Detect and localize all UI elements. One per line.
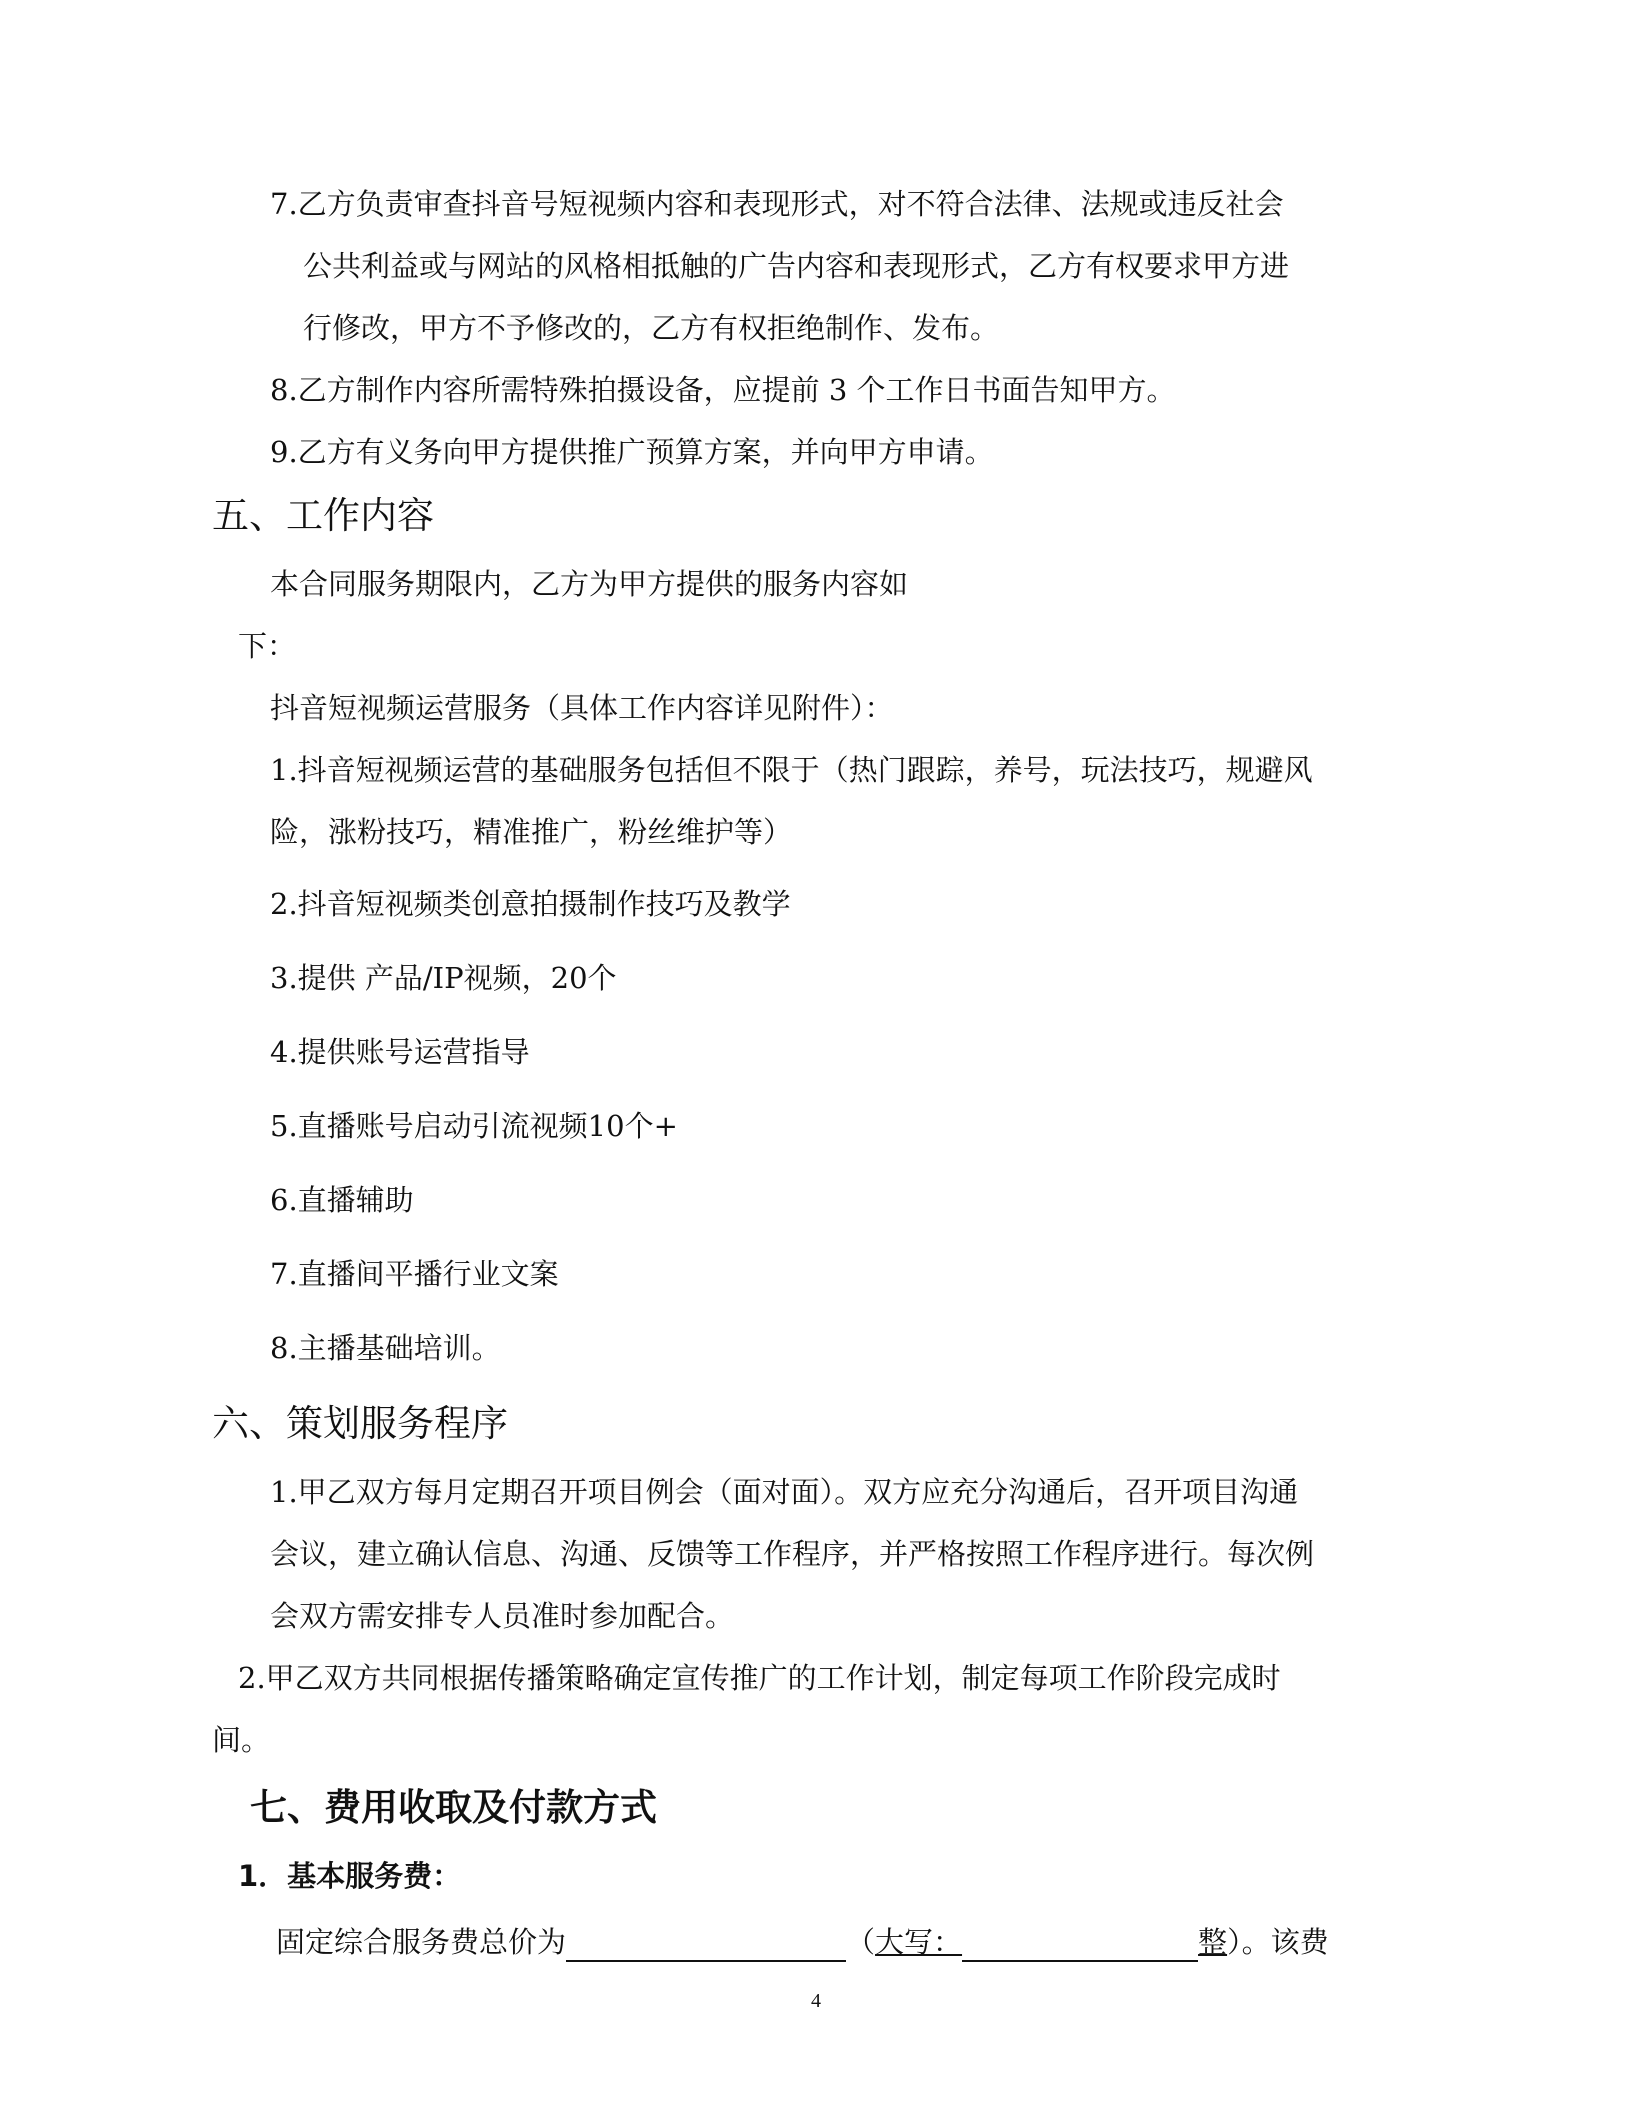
sec4-item9: 9.乙方有义务向甲方提供推广预算方案，并向甲方申请。 bbox=[270, 435, 994, 469]
page-number: 4 bbox=[811, 1990, 821, 2012]
fee-suffix: ）。该费 bbox=[1227, 1925, 1329, 1959]
sec6-item2-line1: 2.甲乙双方共同根据传播策略确定宣传推广的工作计划，制定每项工作阶段完成时 bbox=[238, 1661, 1281, 1695]
sec5-item1-line2: 险，涨粉技巧，精准推广，粉丝维护等） bbox=[270, 815, 793, 849]
sec4-item7-line1: 7.乙方负责审查抖音号短视频内容和表现形式，对不符合法律、法规或违反社会 bbox=[270, 187, 1284, 221]
section5-title: 五、工作内容 bbox=[212, 494, 434, 537]
sec5-intro-line2: 下： bbox=[238, 629, 297, 663]
section6-title: 六、策划服务程序 bbox=[212, 1402, 508, 1445]
sec5-item4: 4.提供账号运营指导 bbox=[270, 1035, 530, 1069]
sec4-item7-line3: 行修改，甲方不予修改的，乙方有权拒绝制作、发布。 bbox=[303, 311, 1000, 345]
fee-daxie-blank bbox=[962, 1932, 1198, 1962]
sec7-sub1: 1．基本服务费： bbox=[238, 1859, 462, 1893]
sec5-intro-line1: 本合同服务期限内，乙方为甲方提供的服务内容如 bbox=[270, 567, 909, 601]
section7-title: 七、费用收取及付款方式 bbox=[250, 1786, 657, 1829]
sec5-item3: 3.提供 产品/IP视频，20个 bbox=[270, 961, 617, 995]
fee-zheng: 整 bbox=[1198, 1925, 1228, 1959]
sec6-item1-line2: 会议，建立确认信息、沟通、反馈等工作程序，并严格按照工作程序进行。每次例 bbox=[270, 1537, 1315, 1571]
sec5-item5: 5.直播账号启动引流视频10个+ bbox=[270, 1109, 678, 1143]
sec6-item1-line3: 会双方需安排专人员准时参加配合。 bbox=[270, 1599, 735, 1633]
sec5-item8: 8.主播基础培训。 bbox=[270, 1331, 501, 1365]
fee-amount-blank bbox=[566, 1932, 846, 1962]
sec5-item6: 6.直播辅助 bbox=[270, 1183, 414, 1217]
sec4-item7-line2: 公共利益或与网站的风格相抵触的广告内容和表现形式，乙方有权要求甲方进 bbox=[303, 249, 1290, 283]
sec5-item7: 7.直播间平播行业文案 bbox=[270, 1257, 559, 1291]
fee-daxie-label: 大写： bbox=[875, 1925, 963, 1959]
fee-prefix: 固定综合服务费总价为 bbox=[276, 1925, 567, 1959]
sec5-item1-line1: 1.抖音短视频运营的基础服务包括但不限于（热门跟踪，养号，玩法技巧，规避风 bbox=[270, 753, 1313, 787]
sec6-item1-line1: 1.甲乙双方每月定期召开项目例会（面对面）。双方应充分沟通后，召开项目沟通 bbox=[270, 1475, 1299, 1509]
sec5-item2: 2.抖音短视频类创意拍摄制作技巧及教学 bbox=[270, 887, 791, 921]
sec5-subtitle: 抖音短视频运营服务（具体工作内容详见附件）： bbox=[270, 691, 894, 725]
sec4-item8: 8.乙方制作内容所需特殊拍摄设备，应提前 3 个工作日书面告知甲方。 bbox=[270, 373, 1176, 407]
fee-paren-open: （ bbox=[846, 1925, 876, 1959]
sec7-fee-line bbox=[276, 1922, 1329, 1962]
sec6-item2-line2: 间。 bbox=[212, 1723, 271, 1757]
